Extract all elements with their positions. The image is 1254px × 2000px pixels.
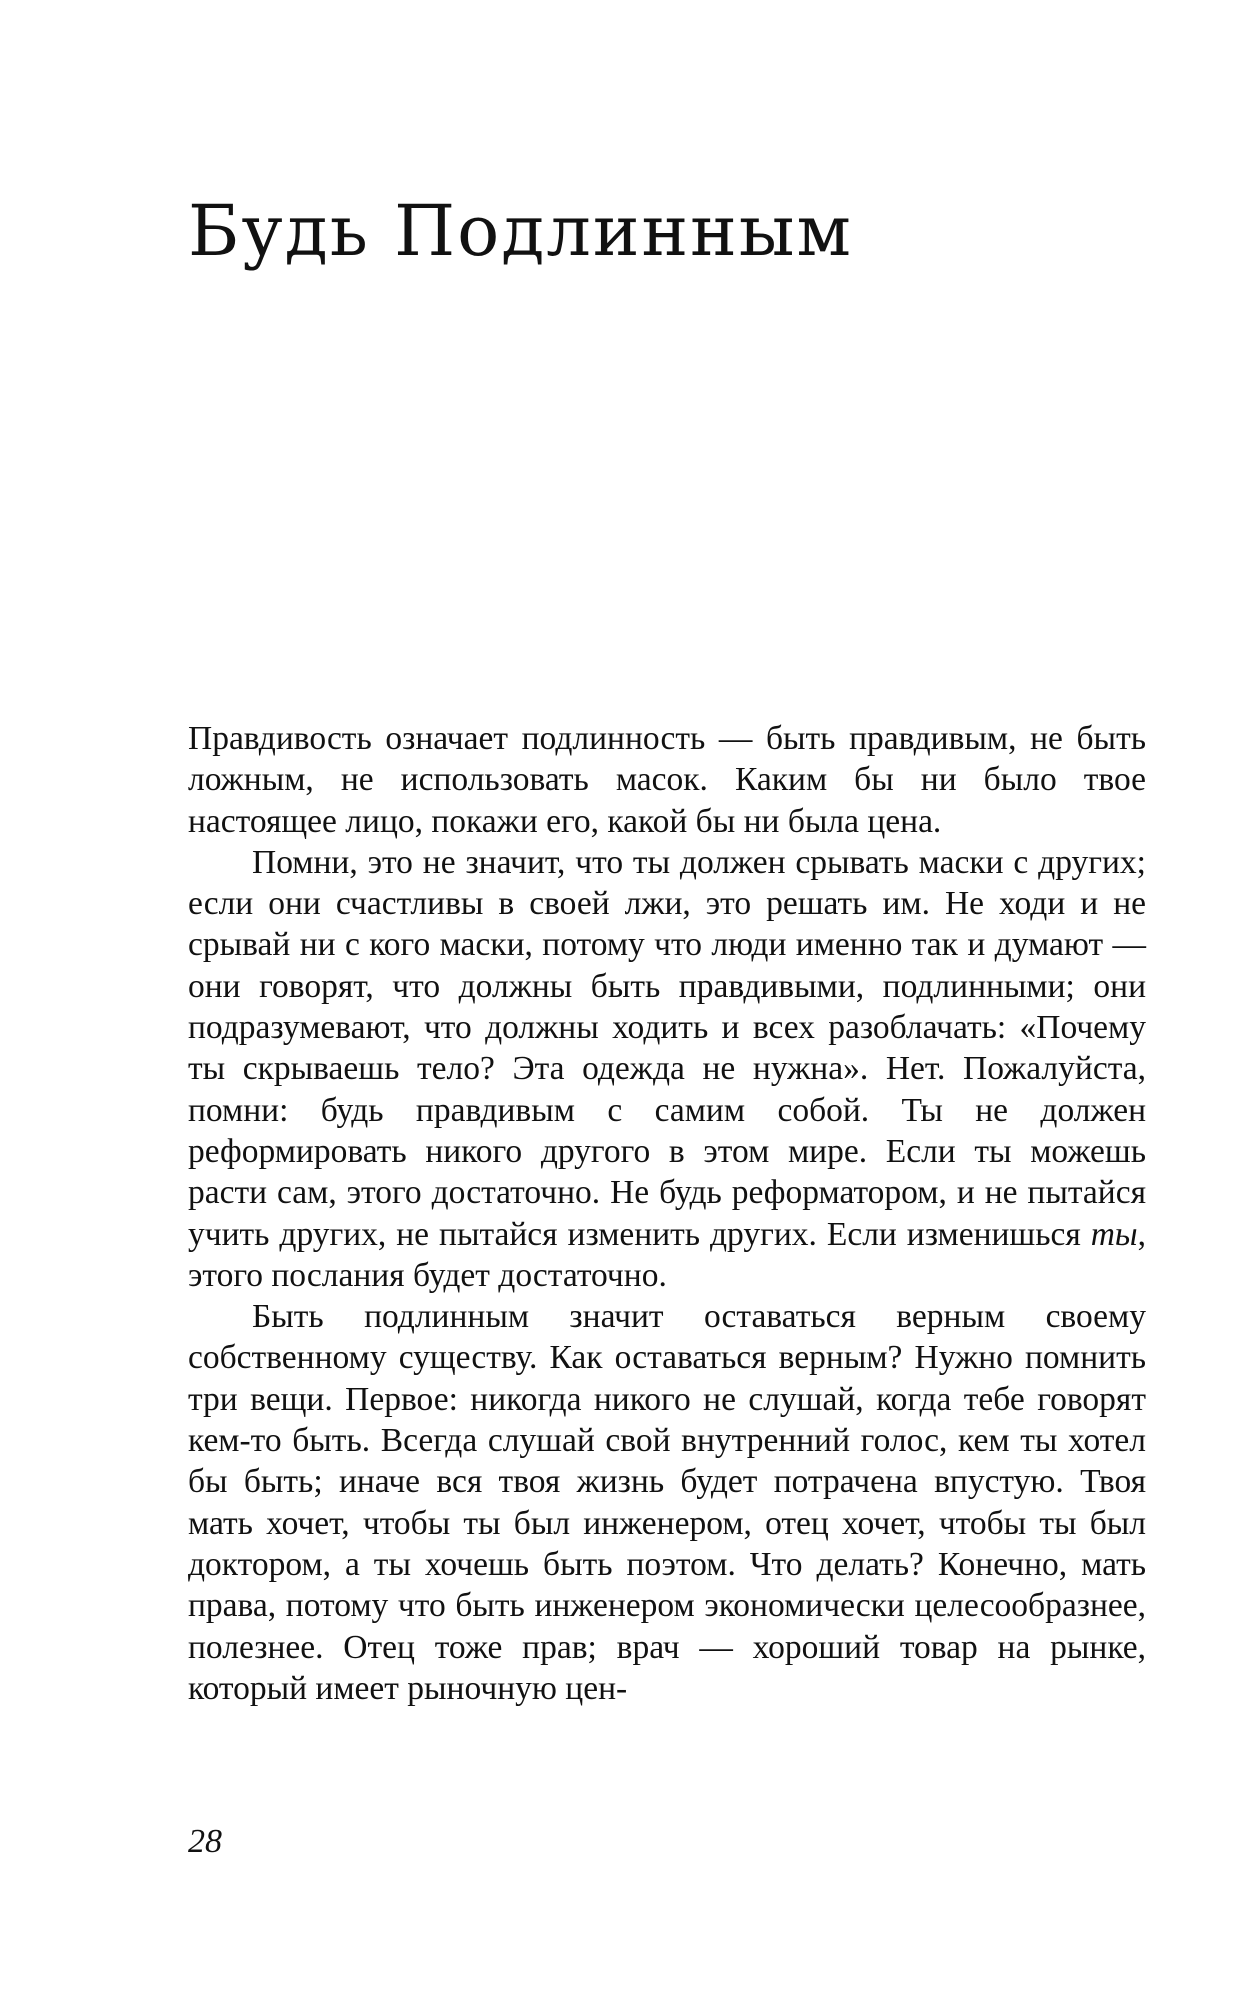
paragraph-3: Быть подлинным значит оставаться верным своему собственному существу. Как оставаться верным? Нужно помнить три вещи. Первое: никогда никого не слушай, когда тебе говорят кем-то быть. Всегда слушай свой внутренний голос, кем ты хотел бы быть; иначе вся твоя жизнь будет потрачена впустую. Твоя мать хочет, чтобы ты был инженером, отец хочет, чтобы ты был доктором, а ты хочешь быть поэтом. Что делать? Конечно, мать права, потому что быть инженером экономически целесообразнее, полезнее. Отец тоже прав; врач — хороший товар на рынке, который имеет рыночную цен-: [188, 1298, 1146, 1707]
paragraph-2-text-start: Помни, это не значит, что ты должен срывать маски с других; если они счастливы в своей лжи, это решать им. Не ходи и не срывай ни с кого маски, потому что люди именно так и думают — они говорят, что должны быть правдивыми, подлинными; они подразумевают, что должны ходить и всех разоблачать: «Почему ты скрываешь тело? Эта одежда не нужна». Нет. Пожалуйста, помни: будь правдивым с самим собой. Ты не должен реформировать никого другого в этом мире. Если ты можешь расти сам, этого достаточно. Не будь реформатором, и не пытайся учить других, не пытайся изменить других. Если изменишься: [188, 843, 1146, 1253]
page-number: 28: [188, 1823, 222, 1860]
paragraph-1: Правдивость означает подлинность — быть правдивым, не быть ложным, не использовать масок. Каким бы ни было твое настоящее лицо, покажи его, какой бы ни была цена.: [188, 720, 1146, 840]
body-text: [188, 718, 1146, 1709]
paragraph-2: [188, 842, 1146, 1296]
chapter-title: Будь Подлинным: [188, 190, 853, 272]
paragraph-2-emphasis: ты: [1090, 1215, 1138, 1253]
paragraph-2-text-end: , этого послания будет достаточно.: [188, 1215, 1146, 1294]
